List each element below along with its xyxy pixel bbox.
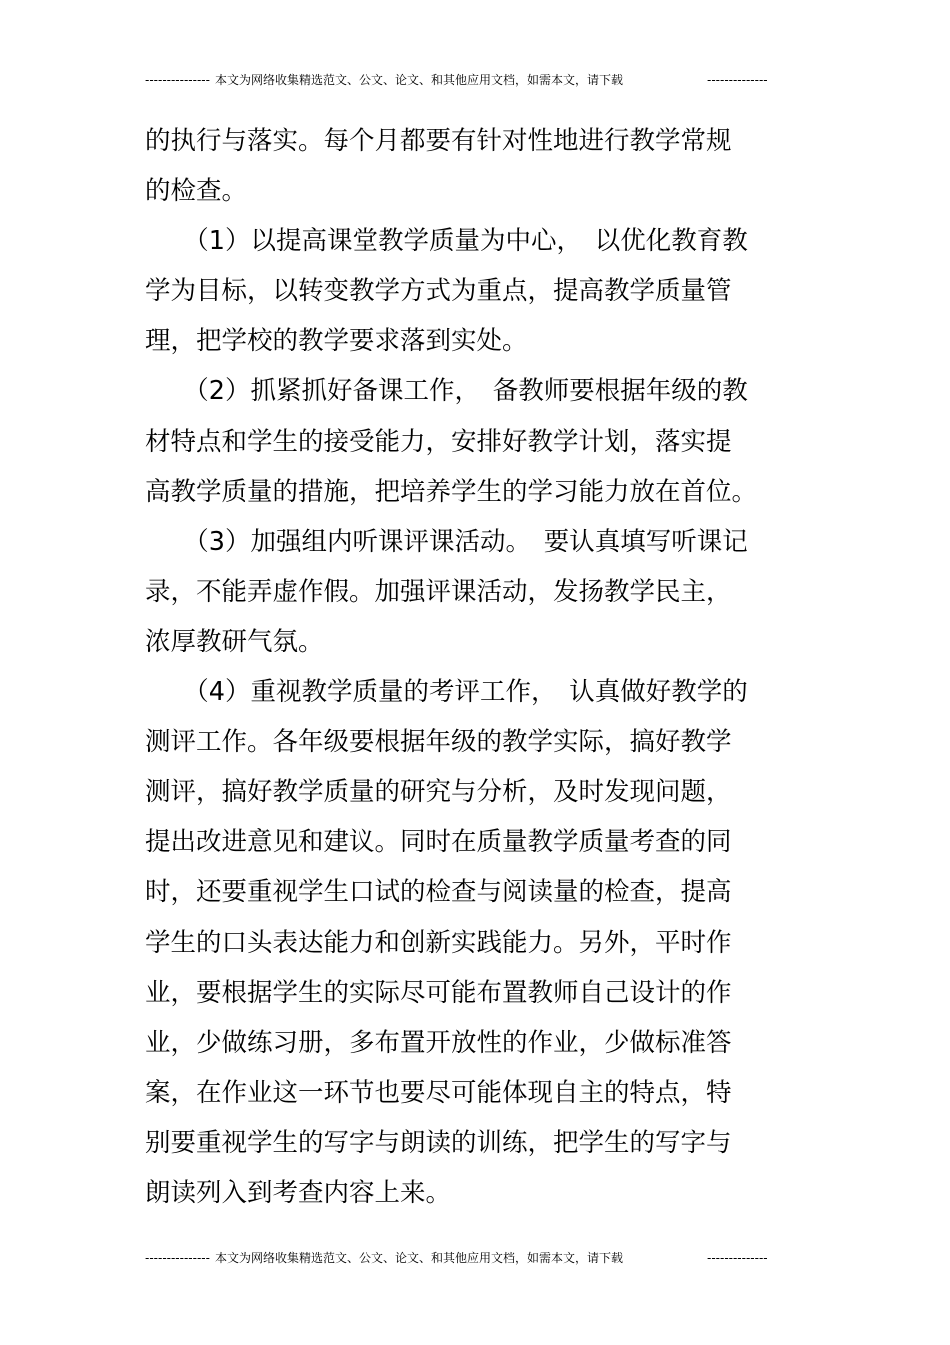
text-line-21: 别要重视学生的写字与朗读的训练，把学生的写字与 [145, 1127, 732, 1158]
header-notice: 本文为网络收集精选范文、公文、论文、和其他应用文档，如需本文，请下载 [215, 73, 624, 87]
text-line-12: （4）重视教学质量的考评工作， 认真做好教学的 [145, 677, 748, 708]
header-dash-right: -------------- [707, 73, 768, 87]
text-line-4: 学为目标，以转变教学方式为重点，提高教学质量管 [145, 276, 732, 307]
text-line-19: 业，少做练习册，多布置开放性的作业，少做标准答 [145, 1027, 732, 1058]
text-line-9: （3）加强组内听课评课活动。 要认真填写听课记 [145, 526, 748, 557]
text-line-2: 的检查。 [145, 176, 248, 207]
page-footer [145, 1248, 770, 1268]
text-line-13: 测评工作。各年级要根据年级的教学实际，搞好教学 [145, 727, 732, 758]
footer-dash-right: -------------- [707, 1251, 768, 1265]
text-line-7: 材特点和学生的接受能力，安排好教学计划，落实提 [145, 426, 732, 457]
document-body [145, 116, 805, 1218]
text-line-8: 高教学质量的措施，把培养学生的学习能力放在首位。 [145, 476, 758, 507]
header-dash-left: --------------- [145, 73, 210, 87]
text-line-17: 学生的口头表达能力和创新实践能力。另外，平时作 [145, 927, 732, 958]
text-line-1: 的执行与落实。每个月都要有针对性地进行教学常规 [145, 126, 732, 156]
text-line-6: （2）抓紧抓好备课工作， 备教师要根据年级的教 [145, 376, 748, 407]
footer-dash-left: --------------- [145, 1251, 210, 1265]
text-line-11: 浓厚教研气氛。 [145, 626, 324, 657]
text-line-18: 业，要根据学生的实际尽可能布置教师自己设计的作 [145, 977, 732, 1008]
text-line-15: 提出改进意见和建议。同时在质量教学质量考查的同 [145, 827, 732, 858]
text-line-14: 测评，搞好教学质量的研究与分析，及时发现问题， [145, 777, 732, 808]
text-line-10: 录，不能弄虚作假。加强评课活动，发扬教学民主， [145, 576, 732, 607]
text-line-16: 时，还要重视学生口试的检查与阅读量的检查，提高 [145, 877, 732, 908]
text-line-22: 朗读列入到考查内容上来。 [145, 1177, 452, 1208]
text-line-3: （1）以提高课堂教学质量为中心， 以优化教育教 [145, 226, 748, 257]
footer-notice: 本文为网络收集精选范文、公文、论文、和其他应用文档，如需本文，请下载 [215, 1251, 624, 1265]
text-line-20: 案，在作业这一环节也要尽可能体现自主的特点，特 [145, 1077, 732, 1108]
page-header [145, 70, 770, 90]
text-line-5: 理，把学校的教学要求落到实处。 [145, 326, 528, 357]
